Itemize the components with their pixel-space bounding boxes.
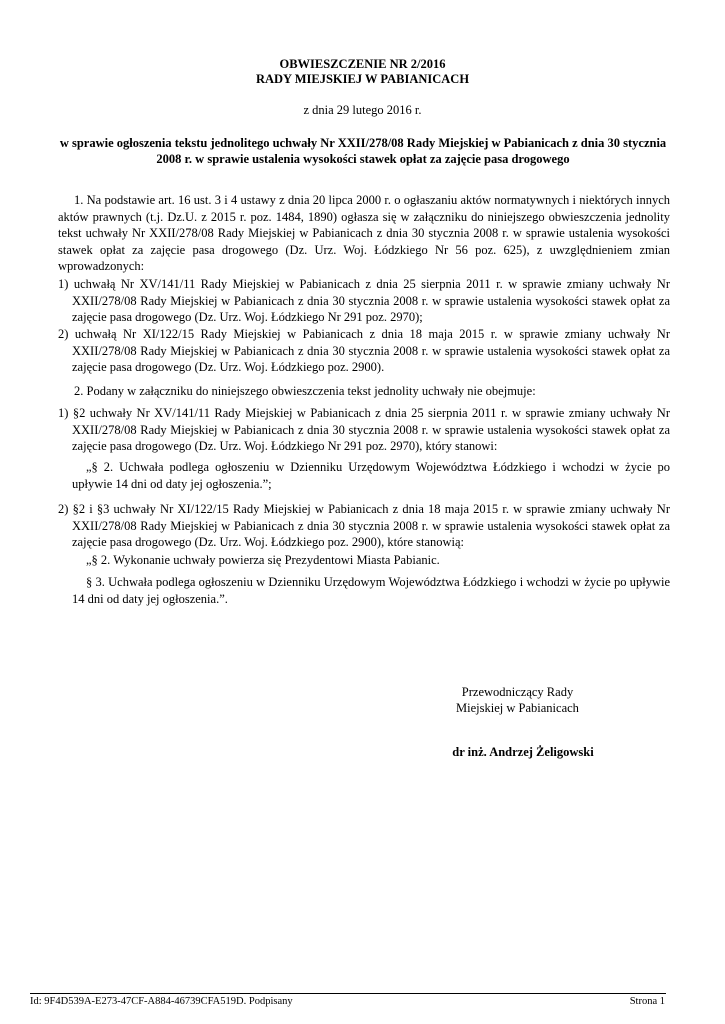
amendment-item-2: 2) uchwałą Nr XI/122/15 Rady Miejskiej w Pabianicach z dnia 18 maja 2015 r. w sprawie zmiany uchwały Nr XXII/278/08 Rady Miejskiej w Pabianicach z dnia 30 stycznia 2008 r. w sprawie ustalenia wysokości stawek opłat za zajęcie pasa drogowego (Dz. Urz. Woj. Łódzkiego poz. 2900). [58,327,670,374]
document-subject: w sprawie ogłoszenia tekstu jednolitego uchwały Nr XXII/278/08 Rady Miejskiej w Pabianicach z dnia 30 stycznia 2008 r. w sprawie ustalenia wysokości stawek opłat za zajęcie pasa drogowego [59,136,667,166]
footer-divider [30,993,666,994]
signatory-role-line1: Przewodniczący Rady [461,685,574,699]
document-title: OBWIESZCZENIE NR 2/2016 [279,57,446,71]
paragraph-1: 1. Na podstawie art. 16 ust. 3 i 4 ustawy z dnia 20 lipca 2000 r. o ogłaszaniu aktów normatywnych i niektórych innych aktów prawnych (t.j. Dz.U. z 2015 r. poz. 1484, 1890) ogłasza się w załączniku do niniejszego obwieszczenia jednolity tekst uchwały Nr XXII/278/08 Rady Miejskiej w Pabianicach z dnia 30 stycznia 2008 r. w sprawie ustalenia wysokości stawek opłat za zajęcie pasa drogowego (Dz. Urz. Woj. Łódzkiego Nr 56 poz. 625), z uwzględnieniem zmian wprowadzonych: [58,193,670,273]
signatory-role-line2: Miejskiej w Pabianicach [456,701,579,715]
excluded-item-1: 1) §2 uchwały Nr XV/141/11 Rady Miejskiej w Pabianicach z dnia 25 sierpnia 2011 r. w sprawie zmiany uchwały Nr XXII/278/08 Rady Miejskiej w Pabianicach z dnia 30 stycznia 2008 r. w sprawie ustalenia wysokości stawek opłat za zajęcie pasa drogowego (Dz. Urz. Woj. Łódzkiego Nr 291 poz. 2970), który stanowi: [58,406,670,453]
excluded-item-2: 2) §2 i §3 uchwały Nr XI/122/15 Rady Miejskiej w Pabianicach z dnia 18 maja 2015 r. w sprawie zmiany uchwały Nr XXII/278/08 Rady Miejskiej w Pabianicach z dnia 30 stycznia 2008 r. w sprawie ustalenia wysokości stawek opłat za zajęcie pasa drogowego (Dz. Urz. Woj. Łódzkiego poz. 2900), które stanowią: [58,502,670,549]
quote-2a: „§ 2. Wykonanie uchwały powierza się Prezydentowi Miasta Pabianic. [86,553,440,567]
document-date: z dnia 29 lutego 2016 r. [303,103,422,117]
paragraph-2: 2. Podany w załączniku do niniejszego obwieszczenia tekst jednolity uchwały nie obejmuje: [74,384,536,398]
document-issuer: RADY MIEJSKIEJ W PABIANICACH [255,72,470,86]
quote-2b: § 3. Uchwała podlega ogłoszeniu w Dzienniku Urzędowym Województwa Łódzkiego i wchodzi w życie po upływie 14 dni od daty jej ogłoszenia.”. [72,575,670,606]
quote-1: „§ 2. Uchwała podlega ogłoszeniu w Dzienniku Urzędowym Województwa Łódzkiego i wchodzi w życie po upływie 14 dni od daty jej ogłoszenia.”; [72,460,670,491]
footer-page-number: Strona 1 [629,996,665,1007]
amendment-item-1: 1) uchwałą Nr XV/141/11 Rady Miejskiej w Pabianicach z dnia 25 sierpnia 2011 r. w sprawie zmiany uchwały Nr XXII/278/08 Rady Miejskiej w Pabianicach z dnia 30 stycznia 2008 r. w sprawie ustalenia wysokości stawek opłat za zajęcie pasa drogowego (Dz. Urz. Woj. Łódzkiego Nr 291 poz. 2970); [58,277,670,324]
signatory-name: dr inż. Andrzej Żeligowski [452,745,594,759]
footer-document-id: Id: 9F4D539A-E273-47CF-A884-46739CFA519D. Podpisany [30,996,293,1007]
